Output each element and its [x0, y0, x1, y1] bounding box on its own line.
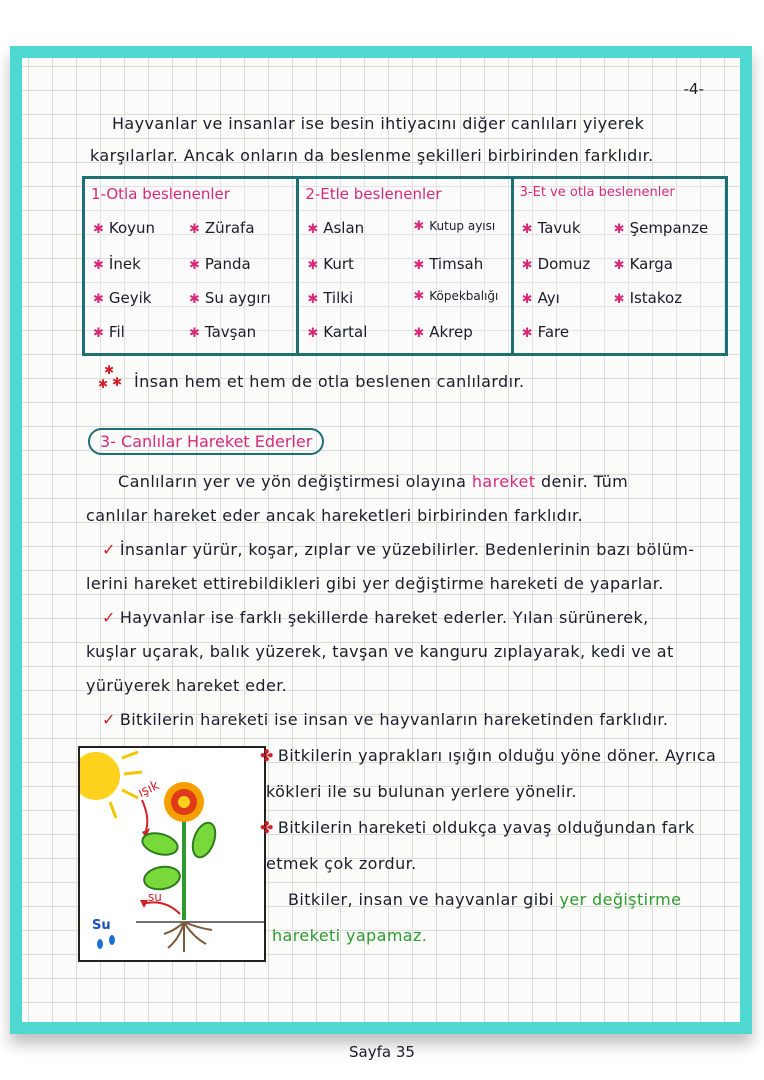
svg-text:✱: ✱	[112, 375, 123, 389]
asterisk-icon: ✱	[413, 219, 425, 234]
checkmark-icon: ✓	[102, 608, 116, 627]
section-heading: 3- Canlılar Hareket Ederler	[88, 428, 324, 455]
table-item: ✱ Şempanze	[613, 219, 709, 237]
asterisk-icon: ✱	[413, 258, 425, 273]
carnivores-column	[299, 179, 513, 353]
diet-table	[82, 176, 728, 356]
table-item: ✱ Su aygırı	[189, 289, 271, 307]
stars-icon	[98, 362, 128, 392]
table-item: ✱ Geyik	[93, 289, 152, 307]
animals-line-2: kuşlar uçarak, balık yüzerek, tavşan ve kanguru zıplayarak, kedi ve at	[86, 642, 674, 661]
bullet-icon: ✤	[260, 818, 274, 837]
table-item: ✱ Tavşan	[189, 323, 257, 341]
asterisk-icon: ✱	[613, 258, 625, 273]
table-item: ✱ Zürafa	[189, 219, 255, 237]
checkmark-icon: ✓	[102, 710, 116, 729]
page-footer: Sayfa 35	[349, 1043, 415, 1061]
highlight-yer-degistirme: yer değiştirme	[559, 890, 682, 909]
light-label: ışık	[135, 778, 162, 801]
column-header: 2-Etle beslenenler	[305, 185, 442, 203]
asterisk-icon: ✱	[307, 292, 319, 307]
roots-icon	[164, 922, 212, 952]
asterisk-icon: ✱	[93, 222, 104, 237]
water-label: Su	[92, 918, 111, 933]
table-item: ✱ Tilki	[307, 289, 354, 307]
conclusion-line-1: Bitkiler, insan ve hayvanlar gibi yer değiştirme	[288, 890, 682, 909]
table-item: ✱ Karga	[613, 255, 673, 273]
table-item: ✱ Kartal	[307, 323, 368, 341]
table-item: ✱ Koyun	[93, 219, 156, 237]
table-item: ✱ Tavuk	[521, 219, 581, 237]
table-item: ✱ Aslan	[307, 219, 365, 237]
plant-point-1-line-2: kökleri ile su bulunan yerlere yönelir.	[266, 782, 577, 801]
para1-line-1: Canlıların yer ve yön değiştirmesi olayına hareket denir. Tüm	[118, 472, 629, 491]
asterisk-icon: ✱	[521, 258, 533, 273]
table-item: ✱ Köpekbalığı	[413, 289, 499, 304]
column-header: 3-Et ve otla beslenenler	[519, 185, 675, 200]
table-item: ✱ Domuz	[521, 255, 591, 273]
table-item: ✱ Panda	[189, 255, 251, 273]
humans-line-1: ✓ İnsanlar yürür, koşar, zıplar ve yüzebilirler. Bedenlerinin bazı bölüm-	[102, 540, 695, 559]
asterisk-icon: ✱	[189, 292, 200, 307]
table-item: ✱ Timsah	[413, 255, 484, 273]
flower-icon	[164, 782, 204, 822]
intro-line-1: Hayvanlar ve insanlar ise besin ihtiyacını diğer canlıları yiyerek	[112, 114, 645, 133]
asterisk-icon: ✱	[93, 292, 104, 307]
plant-point-2-line-2: etmek çok zordur.	[266, 854, 417, 873]
table-item: ✱ Fare	[521, 323, 570, 341]
asterisk-icon: ✱	[93, 326, 104, 341]
asterisk-icon: ✱	[93, 258, 104, 273]
page-frame	[10, 46, 752, 1034]
asterisk-icon: ✱	[613, 222, 625, 237]
omnivore-note: İnsan hem et hem de otla beslenen canlılardır.	[134, 372, 525, 391]
asterisk-icon: ✱	[521, 222, 533, 237]
asterisk-icon: ✱	[613, 292, 625, 307]
animals-line-3: yürüyerek hareket eder.	[86, 676, 288, 695]
notebook-page	[22, 58, 740, 1022]
asterisk-icon: ✱	[189, 222, 200, 237]
humans-line-2: lerini hareket ettirebildikleri gibi yer değiştirme hareketi de yaparlar.	[86, 574, 664, 593]
animals-line-1: ✓ Hayvanlar ise farklı şekillerde hareket ederler. Yılan sürünerek,	[102, 608, 649, 627]
page-number: -4-	[683, 80, 704, 98]
table-item: ✱ Kurt	[307, 255, 354, 273]
sun-icon	[80, 752, 120, 800]
plants-intro: ✓ Bitkilerin hareketi ise insan ve hayvanların hareketinden farklıdır.	[102, 710, 669, 729]
table-item: ✱ İnek	[93, 255, 141, 273]
plant-illustration	[78, 746, 266, 962]
asterisk-icon: ✱	[189, 258, 200, 273]
asterisk-icon: ✱	[413, 326, 425, 341]
svg-text:✱: ✱	[104, 363, 115, 377]
table-item: ✱ Ayı	[521, 289, 560, 307]
asterisk-icon: ✱	[307, 326, 319, 341]
table-item: ✱ Istakoz	[613, 289, 683, 307]
bullet-icon: ✤	[260, 746, 274, 765]
highlight-hareketi: hareketi	[272, 926, 341, 945]
asterisk-icon: ✱	[307, 258, 319, 273]
table-item: ✱ Fil	[93, 323, 125, 341]
plant-point-1-line-1: ✤ Bitkilerin yaprakları ışığın olduğu yöne döner. Ayrıca	[260, 746, 717, 765]
svg-text:✱: ✱	[98, 377, 109, 391]
omnivores-column	[514, 179, 725, 353]
keyword-hareket: hareket	[471, 472, 536, 491]
asterisk-icon: ✱	[189, 326, 200, 341]
intro-line-2: karşılarlar. Ancak onların da beslenme şekilleri birbirinden farklıdır.	[90, 146, 654, 165]
asterisk-icon: ✱	[307, 222, 319, 237]
water-arrow-label: su	[148, 890, 162, 904]
asterisk-icon: ✱	[521, 326, 533, 341]
asterisk-icon: ✱	[521, 292, 533, 307]
water-drops-icon	[97, 935, 115, 949]
herbivores-column	[85, 179, 299, 353]
column-header: 1-Otla beslenenler	[91, 185, 230, 203]
table-item: ✱ Akrep	[413, 323, 473, 341]
para1-line-2: canlılar hareket eder ancak hareketleri birbirinden farklıdır.	[86, 506, 584, 525]
plant-point-2-line-1: ✤ Bitkilerin hareketi oldukça yavaş olduğundan fark	[260, 818, 695, 837]
checkmark-icon: ✓	[102, 540, 116, 559]
asterisk-icon: ✱	[413, 289, 425, 304]
table-item: ✱ Kutup ayısı	[413, 219, 496, 234]
conclusion-line-2: hareketi yapamaz.	[272, 926, 428, 945]
